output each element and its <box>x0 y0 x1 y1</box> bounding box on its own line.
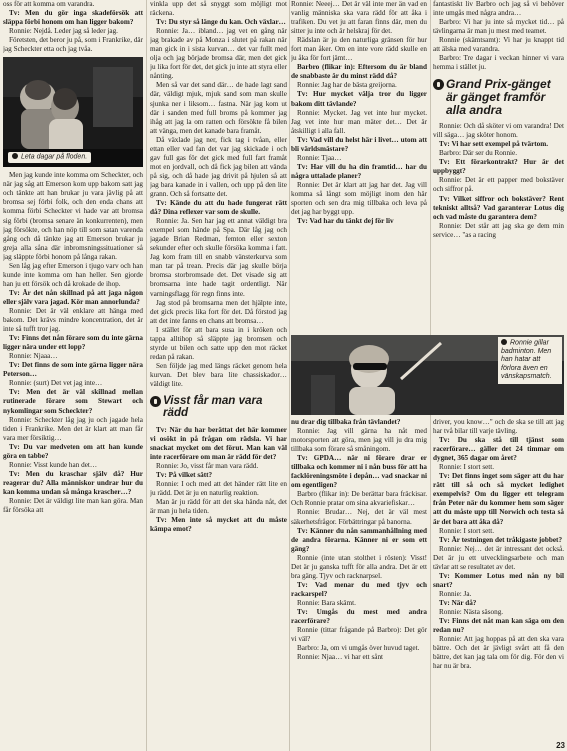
interview-question: Tv: Men du kraschar själv då? Hur reagerar du? Alla människor undrar hur du kan komma undan så många krascher…? <box>3 469 143 496</box>
photo-caption-box: Ronnie gillar badminton. Men han hatar att förlora även en vänskapsmatch. <box>498 337 562 384</box>
paragraph: driver, you know…" och de ska se till att jag har två bilar till varje tävling. <box>433 418 564 436</box>
paragraph: fantastiskt liv Barbro och jag så vi behöver inte umgås med några andra… <box>433 0 564 18</box>
paragraph: Ronnie: Bara skämt. <box>297 598 356 607</box>
paragraph: Ronnie: Det är klart att jag har det. Jag vill komma så långt som möjligt inom den här sporten och sen dra mig tillbaka och leva på det jag har byggt upp. <box>291 180 427 217</box>
headline-quote-icon <box>433 79 444 90</box>
paragraph: Sen följde jag med längs räcket genom hela kurvan. Det blev bara lite chassiskador… väldigt lite. <box>150 361 287 388</box>
paragraph: Ronnie: Och då sköter vi om varandra! Det vill säga… jag sköter honom. <box>433 122 564 140</box>
interview-question: Tv: Det finns inget som säger att du har rätt till så och så mycket ledighet exempelvis? Om du ligger ett telegram från Peter när du kommer hem som säger att du måste upp till Norwich och testa så är det bara att åka då? <box>433 472 564 526</box>
interview-question: Tv: GPDA… när ni förare drar er tillbaka och kommer ni i nån buss för att ha facklöreningsmöte i depån… vad snackar ni om egentligen? <box>291 454 427 490</box>
column-divider <box>146 0 147 751</box>
interview-question: Tv: Vad har du tänkt dej för liv <box>297 217 394 226</box>
paragraph: Barbro: Tre dagar i veckan hinner vi vara hemma i stället ju. <box>433 54 564 72</box>
paragraph: Ronnie: Att jag hoppas på att den ska vara bättre. Och det är jävligt svårt att få den bättre, det kan jag tala om för dig. För den vi har nu är bra. <box>433 635 564 671</box>
paragraph: Ronnie: Njaaa… <box>9 352 58 361</box>
caption-bullet-icon <box>501 339 507 345</box>
paragraph: Ronnie: Scheckter låg jag ju och jagade hela tiden i Frankrike. Men det är klart att man får vara mer försiktig… <box>3 415 143 442</box>
interview-question: Tv: Men inte så mycket att du måste kämpa emot? <box>150 516 287 534</box>
column-divider <box>289 0 290 751</box>
paragraph: Barbro: Vi har ju inte så mycket tid… på tävlingarna är man ju mest med teamet. <box>433 18 564 36</box>
caption-bullet-icon <box>12 153 18 159</box>
paragraph: Ronnie: Nästa säsong. <box>439 607 504 616</box>
paragraph: Företsten, det beror ju på, som i Frankrike, där jag Scheckter etta och jag tvåa. <box>3 36 143 54</box>
paragraph: Ronnie: I stort sett. <box>439 526 495 535</box>
paragraph: Man är ju rädd för att det ska hända nåt, det är man ju hela tiden. <box>150 498 287 516</box>
paragraph: Barbro (flikar in): De berättar bara fräckisar. Och Ronnie pratar om sina akvariefiskar… <box>291 490 427 508</box>
section-headline: Visst får man vara rädd <box>150 395 287 420</box>
paragraph: vinkla upp det så snyggt som möjligt mot räckena. <box>150 0 287 18</box>
paragraph: Barbro: Där ser du Ronnie. <box>439 149 518 158</box>
paragraph: Ronnie: Jag vill gärna ha nåt med motorsporten att göra, men jag vill ju dra mig tillbaka som förare så småningom. <box>291 427 427 454</box>
interview-question: Tv: Är det nån skillnad på att jaga någon eller själv vara jagad. Kör man annorlunda? <box>3 288 143 306</box>
interview-question: Tv: Ett förarkontrakt? Hur är det uppbyggt? <box>433 158 564 176</box>
interview-question: Tv: Vad menar du med tjyv och rackarspel? <box>291 580 427 598</box>
paragraph: Ronnie: Nej… det är intressant det också. Det är ju ett utvecklingsarbete och man tävlar att se resultatet av det. <box>433 544 564 571</box>
paragraph: oss för att komma om varandra. <box>3 0 95 8</box>
interview-question: Tv: Känner du nån sammanhållning med de andra förarna. Känner ni er som ett gäng? <box>291 526 427 553</box>
column-3-continued <box>291 418 427 751</box>
paragraph: Ronnie: Ja. <box>439 589 472 598</box>
paragraph: Ronnie: Brudar… Nej, det är väl mest säkerhetsfrågor. Förbättringar på banorna. <box>291 508 427 526</box>
paragraph: Ronnie: Det är väldigt lite man kan göra. Man får försöka att <box>3 496 143 515</box>
paragraph: Ronnie: Ja… ibland… jag vet en gång när jag brakade av på Monza i slutet på rakan när man gick in i sista kurvan… det var fullt med olja och jag började bromsa där, men det gick ju lika fort för det, det gick ju inte att styra eller nånting. <box>150 27 287 81</box>
interview-question: Tv: När då? <box>439 598 477 607</box>
paragraph: Ronnie: (surt) Det vet jag inte… <box>9 379 103 388</box>
paragraph: Rädslan är ju den naturliga gränsen för hur fort man åker. Om en inte vore rädd skulle en ju åka för fort jämt… <box>291 36 427 63</box>
paragraph: Ronnie: I stort sett. <box>439 463 495 472</box>
paragraph: Men jag kunde inte komma om Scheckter, och när jag såg att Emerson kom upp bakom satt jag och tänkte att han brukar ju vara jävlig på att bromsa sej förbi folk, och den enda chans att komma förbi Scheckter vi hade var att bromsa sig förbi (bromsa senare än konkurrenten), men jag försökte, och han nöp till som satan varenda gång och då tänkte jag att Emerson brukar ju greja alla såna där inbromsningssituationer så jag släppte förbi honom på långa rakan. <box>3 171 143 261</box>
interview-question: Tv: Det finns de som inte gärna ligger nära Peterson… <box>3 361 143 379</box>
interview-question: Tv: Du ska stå till tjänst som racerförare… gäller det 24 timmar om dygnet, 365 dagar om året? <box>433 436 564 463</box>
interview-question: Tv: Har vill du ha din framtid… har du några uttalade planer? <box>291 162 427 180</box>
interview-question: Tv: Umgås du mest med andra racerförare? <box>291 607 427 626</box>
page-number: 23 <box>556 741 565 750</box>
headline-quote-icon <box>150 396 161 407</box>
paragraph: Ronnie: Det är ett papper med bokstäver och siffror på. <box>433 176 564 194</box>
paragraph: Men så var det sand där… de hade lagt sand där, väldigt mjuk, mjuk sand som man skulle sjunka ner i liksom… fastna. När jag kom ut där i sanden med full broms på kommer jag ihåg att jag la om ratten och försökte få bilen att vänga, men det kanade bara framåt. <box>150 81 287 135</box>
paragraph: Då växlade jag ner, fick tag i tvåan, eller ettan eller vad fan det var jag skickade i och gav full gas för det gick med full fart framåt mot en jordvall, och då fick jag bilen att vända på sig, och då hade jag drivit på hjulen så att jag bara kanade in i vallen, och upp på den lite grann. Och så fortsatte det. <box>150 135 287 198</box>
interview-question: Tv: Men du gör inga skadeförsök att släppa förbi honom om han ligger bakom? <box>3 9 143 27</box>
paragraph: Ronnie: Det står att jag ska ge dem min service… "as a racing <box>433 221 564 239</box>
photo-couple-on-river <box>3 57 143 167</box>
section-headline: Grand Prix-gänget är gänget framför alla andra <box>433 78 564 116</box>
paragraph: Ronnie: Det är väl enklare att hänga med bakom. Det krävs mindre koncentration, det är inte så tufft tror jag. <box>3 306 143 334</box>
photo-image <box>3 57 143 167</box>
interview-question: nu drar dig tillbaka från tävlandet? <box>291 418 401 426</box>
paragraph: Ronnie: Nejdå. Leder jag så leder jag. <box>9 27 118 36</box>
paragraph: Ronnie: Jag har de bästa greijorna. <box>297 81 397 90</box>
interview-question: Tv: Men det är väl skillnad mellan rutinerade förare som Stewart och nykomlingar som Scheckter? <box>3 388 143 415</box>
column-4-continued <box>433 418 564 751</box>
paragraph: Ronnie (tittar frågande på Barbro): Det gör vi väl? <box>291 626 427 644</box>
paragraph: Ronnie: Visst kunde han det… <box>9 460 98 469</box>
paragraph: Barbro: Ja, om vi umgås över huvud taget. <box>297 644 420 653</box>
column-4 <box>433 0 564 333</box>
interview-question: Tv: Vi har sett exempel på tvärtom. <box>439 140 549 149</box>
interview-question: Tv: Finns det nåt man kan säga om den redan nu? <box>433 617 564 635</box>
paragraph: Ronnie: Tjaa… <box>297 153 342 162</box>
paragraph: Ronnie: Jo, visst får man vara rädd. <box>156 462 259 471</box>
interview-question: Tv: Vad vill du helst här i livet… utom att bli världsmästare? <box>291 135 427 153</box>
paragraph: Ronnie: Neeej… Det är väl inte mer än vad en vanlig människa ska vara rädd för att åka i trafiken. Du vet ju att faran finns där, men du sitter ju inte och är helskraj för det. <box>291 0 427 36</box>
column-2 <box>150 0 287 751</box>
interview-question: Tv: Du var medveten om att han kunde göra en tabbe? <box>3 442 143 460</box>
paragraph: Ronnie (inte utan stolthet i rösten): Visst! Det är ju ganska tufft för alla andra. Det är ett bra gäng. Tjyv och racknarpsel. <box>291 553 427 580</box>
paragraph: Ronnie (skämtsamt): Vi har ju knappt tid att älska med varandra. <box>433 36 564 54</box>
paragraph: Ronnie: Ja. Sen har jag ett annat väldigt bra exempel som hände på Spa. Där låg jag och jagade Brian Redman, femton eller sexton sekunder efter och skulle försöka komma i fatt. Jag kom fram till en snabb vänsterkurva som man tar på trean. Precis där jag skulle börja bromsa storbromsade det. Det visade sig att bromsarna inte hade tagit ordentligt. När varningsflagg för regn finns inte. <box>150 217 287 298</box>
paragraph: Ronnie: I och med att det händer rätt lite en ju rädd. Det är ju en naturlig reaktion. <box>150 480 287 498</box>
column-1 <box>3 0 143 751</box>
paragraph: I stället för att bara susa in i kröken och tappa alltihop så släppte jag bromsen och styrde ut bilen och satte upp den mot räcket redan på rakan. <box>150 325 287 361</box>
paragraph: Ronnie: Njaa… vi har ett sånt <box>297 653 384 662</box>
interview-question: Tv: På vilket sätt? <box>156 471 213 480</box>
interview-question: Tv: Hur mycket välja tror du ligger bakom ditt tävlande? <box>291 90 427 108</box>
photo-caption: Leta dagar på floden. <box>8 152 91 163</box>
interview-question: Tv: Kände du att du hade fungerat rätt då? Dina reflexer var som de skulle. <box>150 199 287 217</box>
paragraph: Sen låg jag efter Emerson i tjugo varv och han kunde inte komma om han heller. Sen gjorde han ju ett försök och då krokade de ihop. <box>3 261 143 288</box>
photo-ronnie-badminton <box>291 335 564 415</box>
interview-question: Tv: När du har berättat det här kommer vi osökt in på frågan om rädsla. Vi har snackat mycket om det förut. Man kan väl inte racerförare om man är rädd för det? <box>150 425 287 461</box>
interview-question: Tv: Finns det nån förare som du inte gärna ligger nära under ett lopp? <box>3 334 143 352</box>
paragraph: Ronnie: Mycket. Jag vet inte hur mycket. Jag vet inte hur man mäter det… Det är åtskilligt i alla fall. <box>291 108 427 135</box>
paragraph: Jag stod på bromsarna men det hjälpte inte, det gick precis lika fort för det. Då förstod jag att det inte fanns en chans att bromsa… <box>150 298 287 325</box>
interview-question: Barbro (flikar in): Eftersom du är bland de snabbaste är du minst rädd då? <box>291 63 427 81</box>
interview-question: Tv: Kommer Lotus med nån ny bil snart? <box>433 571 564 589</box>
interview-question: Tv: Är testningen det tråkigaste jobbet? <box>439 535 563 544</box>
interview-question: Tv: Vilket siffror och bokstäver? Rent tekniskt alltså? Vad garanterar Lotus dig och vad måste du garantera dem? <box>433 194 564 221</box>
interview-question: Tv: Du styr så länge du kan. Och växlar… <box>156 18 286 27</box>
